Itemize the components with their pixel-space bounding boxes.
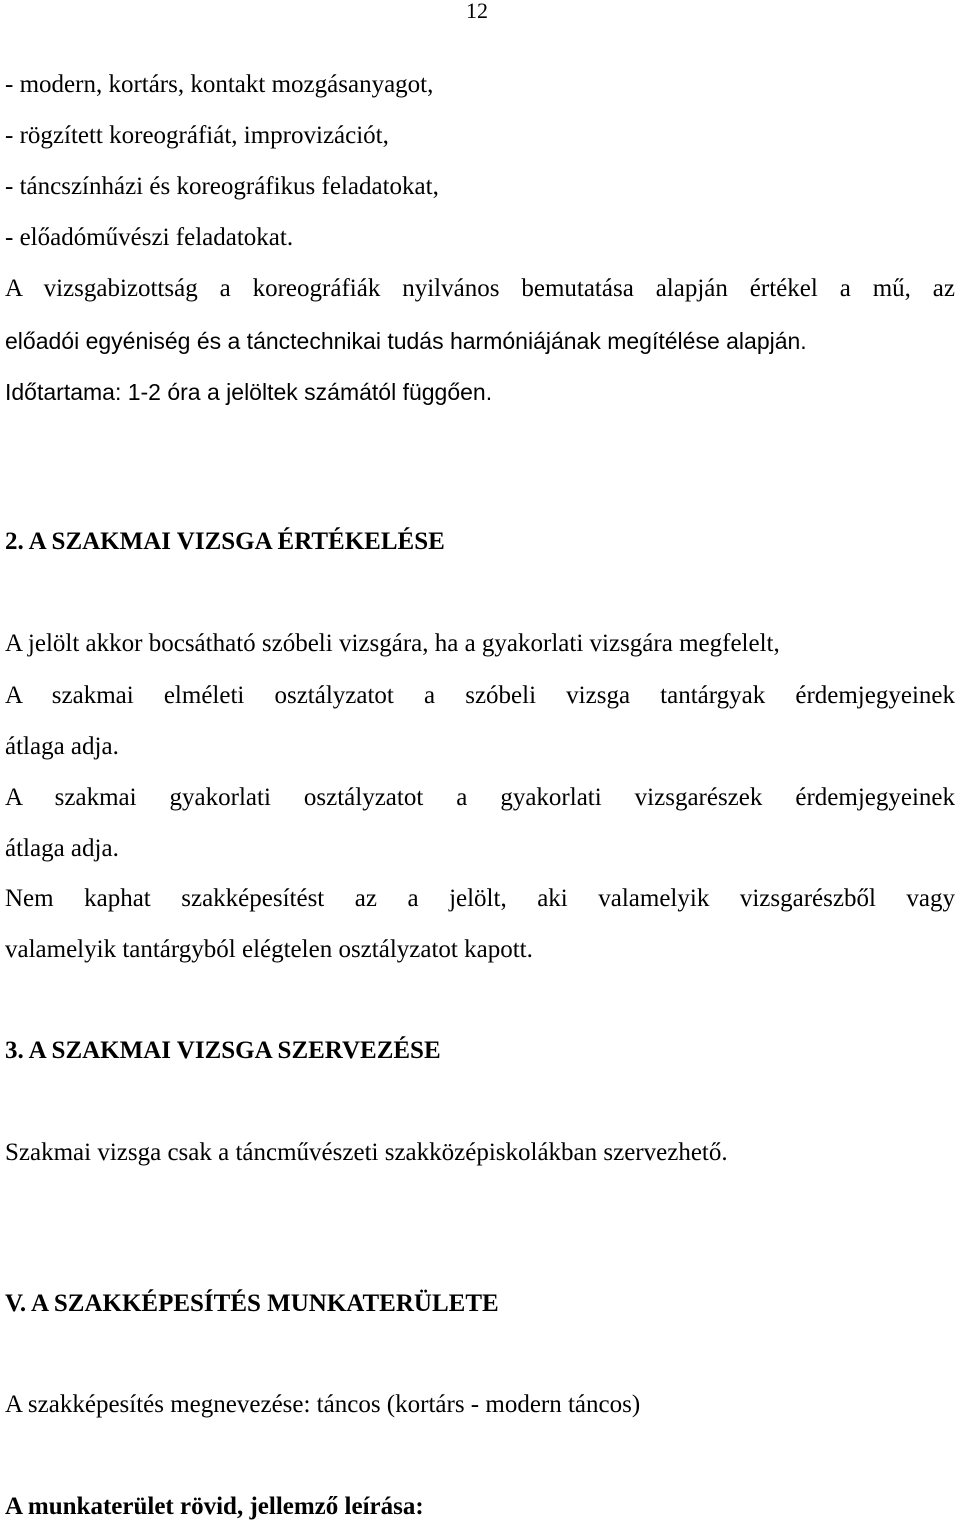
intro-paragraph-line: előadói egyéniség és a tánctechnikai tudás harmóniájának megítélése alapján. [5,328,807,354]
paragraph-line: A jelölt akkor bocsátható szóbeli vizsgára, ha a gyakorlati vizsgára megfelelt, [5,630,780,657]
intro-paragraph-line: A vizsgabizottság a koreográfiák nyilvános bemutatása alapján értékel a mű, az [5,275,955,302]
list-item: - táncszínházi és koreográfikus feladatokat, [5,173,439,200]
subheading: A munkaterület rövid, jellemző leírása: [5,1493,424,1520]
section-heading: 3. A SZAKMAI VIZSGA SZERVEZÉSE [5,1037,441,1064]
paragraph-line: átlaga adja. [5,835,119,862]
paragraph-line: Nem kaphat szakképesítést az a jelölt, aki valamelyik vizsgarészből vagy [5,885,955,912]
chapter-heading: V. A SZAKKÉPESÍTÉS MUNKATERÜLETE [5,1290,499,1317]
intro-paragraph-line: Időtartama: 1-2 óra a jelöltek számától függően. [5,379,493,405]
list-item: - modern, kortárs, kontakt mozgásanyagot, [5,71,434,98]
section-heading: 2. A SZAKMAI VIZSGA ÉRTÉKELÉSE [5,528,445,555]
paragraph-line: A szakképesítés megnevezése: táncos (kortárs - modern táncos) [5,1391,641,1418]
paragraph-line: Szakmai vizsga csak a táncművészeti szakközépiskolákban szervezhető. [5,1139,728,1166]
paragraph-line: valamelyik tantárgyból elégtelen osztályzatot kapott. [5,936,533,963]
paragraph-line: átlaga adja. [5,733,119,760]
paragraph-line: A szakmai elméleti osztályzatot a szóbeli vizsga tantárgyak érdemjegyeinek [5,682,955,709]
list-item: - előadóművészi feladatokat. [5,224,294,251]
paragraph-line: A szakmai gyakorlati osztályzatot a gyakorlati vizsgarészek érdemjegyeinek [5,784,955,811]
list-item: - rögzített koreográfiát, improvizációt, [5,122,389,149]
page-number: 12 [466,0,488,23]
